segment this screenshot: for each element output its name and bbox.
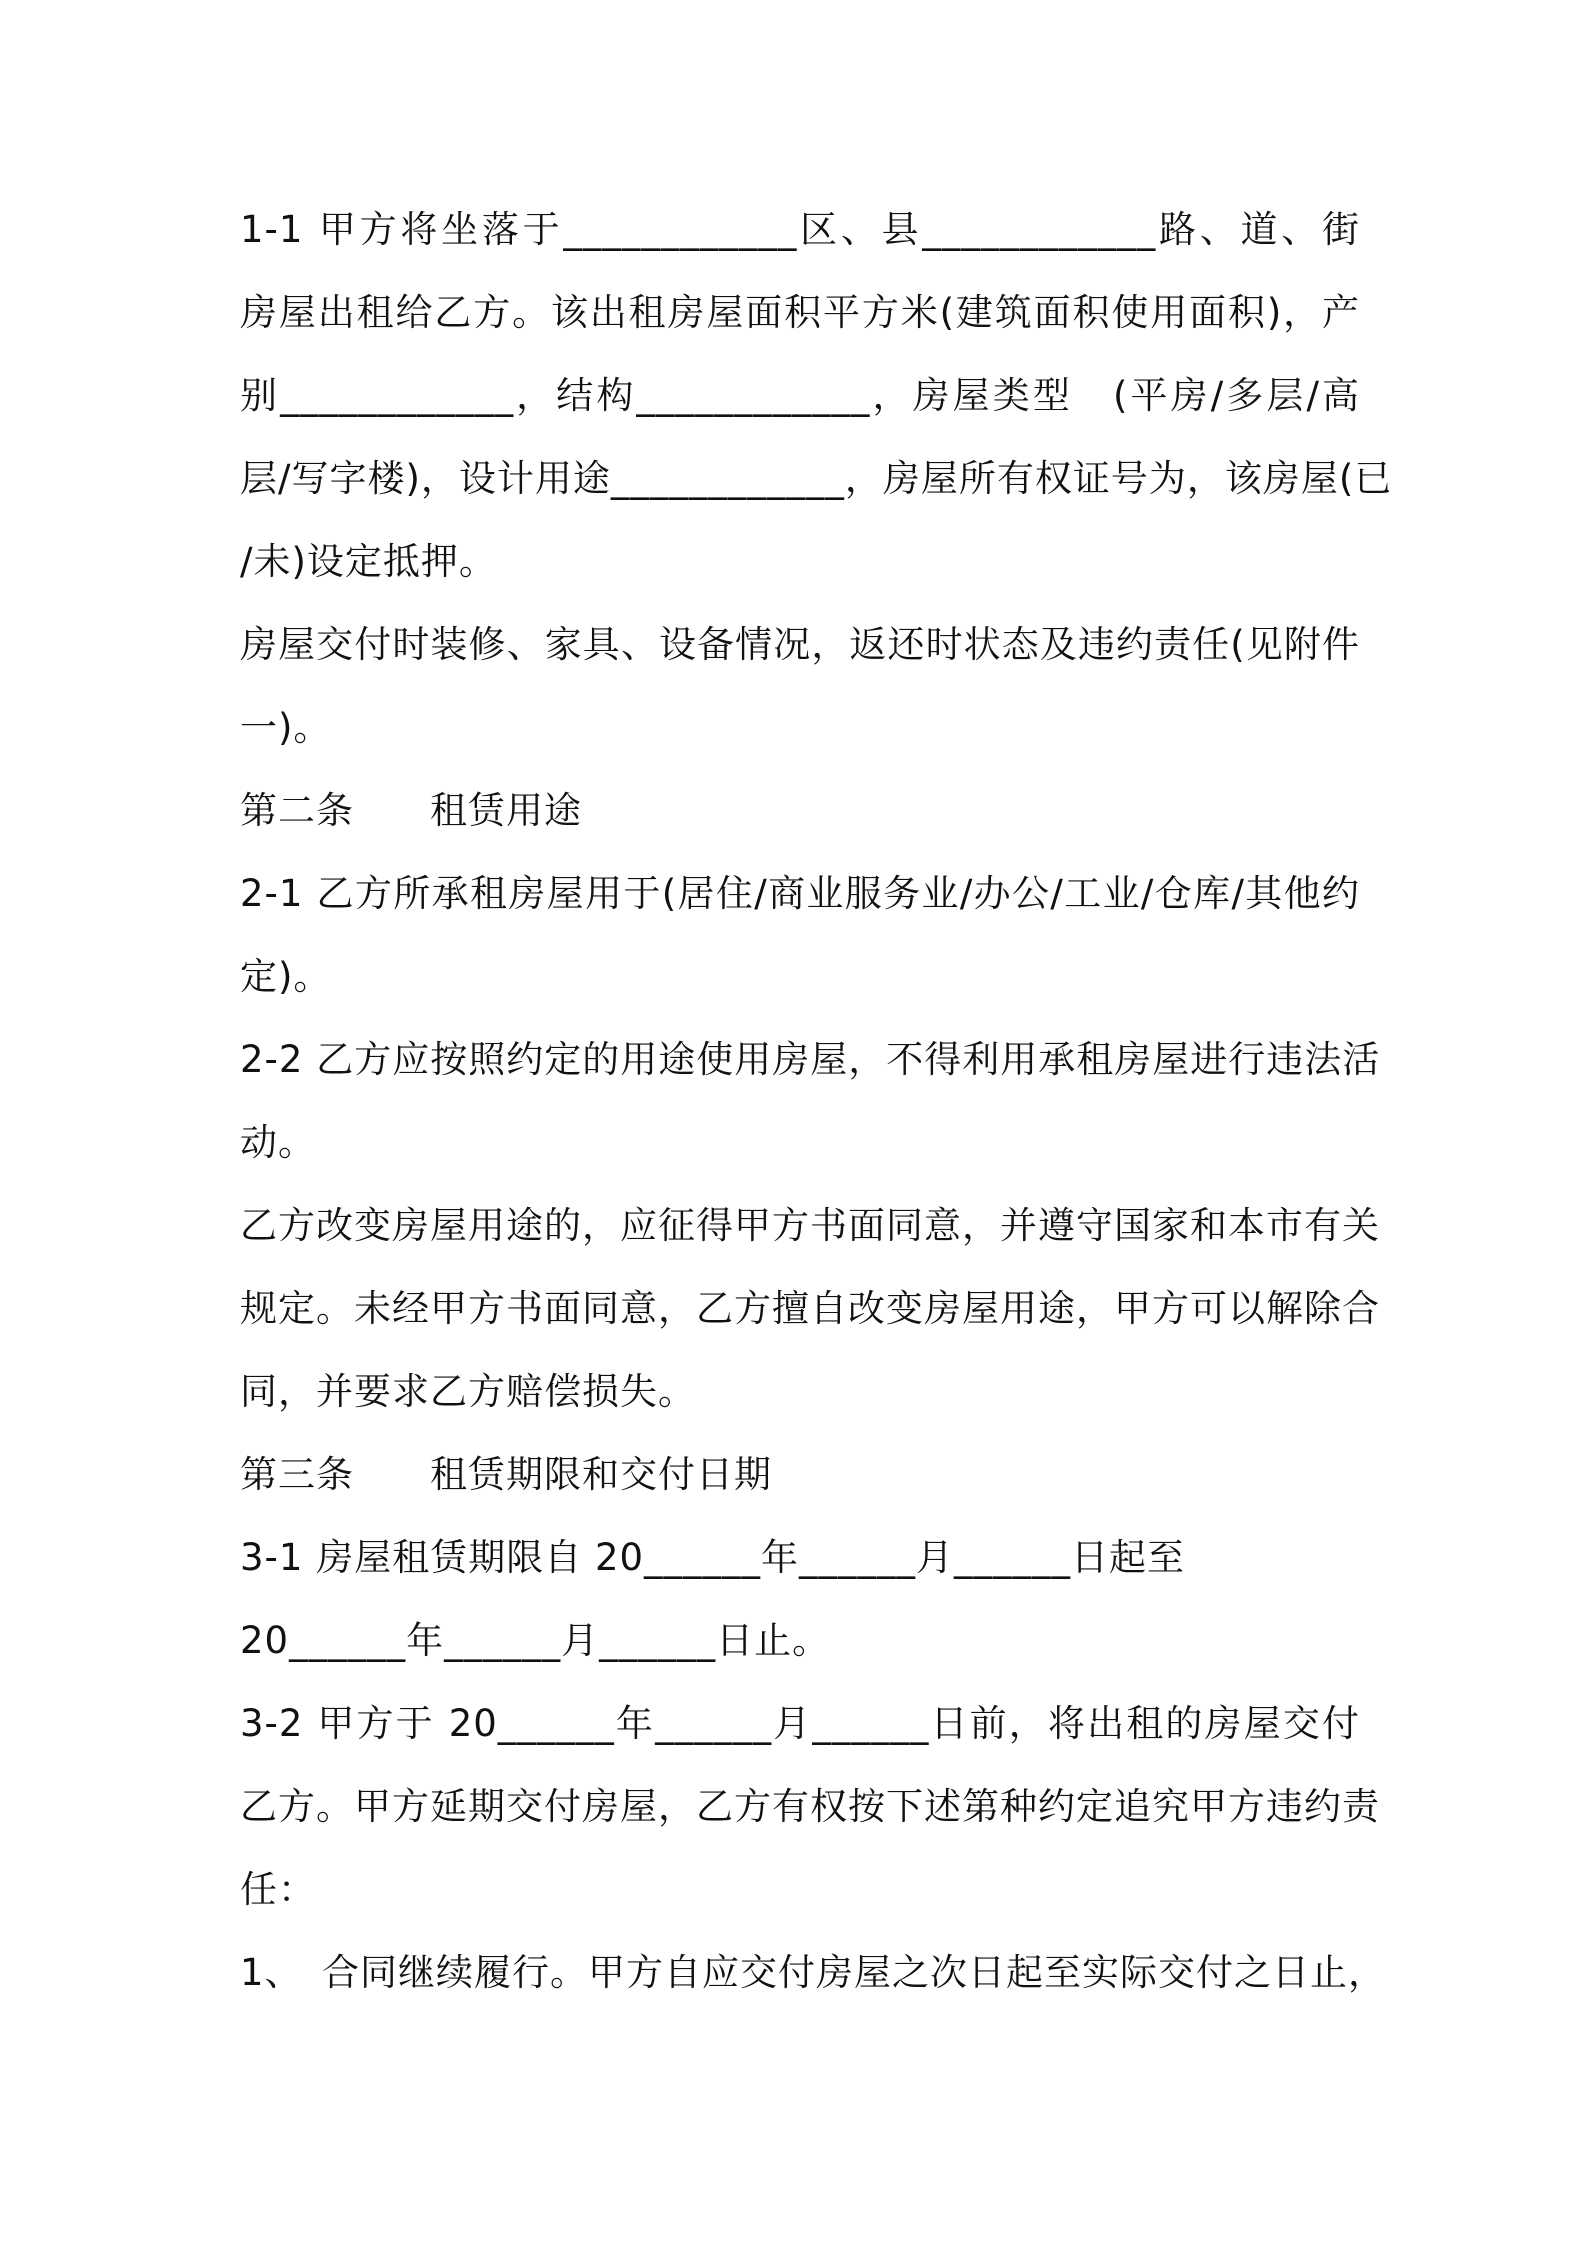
- clause-3-2-line-2: 乙方。甲方延期交付房屋，乙方有权按下述第种约定追究甲方违约责: [240, 1785, 1380, 1828]
- article-3-heading: 第三条 租赁期限和交付日期: [240, 1453, 772, 1496]
- clause-1-1-line-1: 1-1 甲方将坐落于____________区、县____________路、道、街: [240, 208, 1360, 251]
- document-body: [240, 200, 1393, 2026]
- clause-3-2-line-3: 任：: [240, 1868, 316, 1911]
- clause-2-2-line-2: 动。: [240, 1121, 316, 1164]
- use-change-paragraph-line-1: 乙方改变房屋用途的，应征得甲方书面同意，并遵守国家和本市有关: [240, 1204, 1380, 1247]
- remedy-item-1: 1、 合同继续履行。甲方自应交付房屋之次日起至实际交付之日止，: [240, 1951, 1387, 1994]
- use-change-paragraph-line-3: 同，并要求乙方赔偿损失。: [240, 1370, 696, 1413]
- clause-1-1-line-4: 层/写字楼)，设计用途____________，房屋所有权证号为，该房屋(已: [240, 457, 1393, 500]
- clause-3-1-line-1: 3-1 房屋租赁期限自 20______年______月______日起至: [240, 1536, 1186, 1579]
- clause-1-1-line-5: /未)设定抵押。: [240, 540, 497, 583]
- clause-2-1-line-1: 2-1 乙方所承租房屋用于(居住/商业服务业/办公/工业/仓库/其他约: [240, 872, 1360, 915]
- handover-paragraph-line-2: 一)。: [240, 706, 332, 749]
- clause-1-1-line-2: 房屋出租给乙方。该出租房屋面积平方米(建筑面积使用面积)，产: [240, 291, 1360, 334]
- handover-paragraph-line-1: 房屋交付时装修、家具、设备情况，返还时状态及违约责任(见附件: [240, 623, 1360, 666]
- clause-1-1-line-3: 别____________，结构____________，房屋类型 (平房/多层/高: [240, 374, 1360, 417]
- article-2-heading: 第二条 租赁用途: [240, 789, 582, 832]
- use-change-paragraph-line-2: 规定。未经甲方书面同意，乙方擅自改变房屋用途，甲方可以解除合: [240, 1287, 1380, 1330]
- clause-3-1-line-2: 20______年______月______日止。: [240, 1619, 831, 1662]
- clause-3-2-line-1: 3-2 甲方于 20______年______月______日前，将出租的房屋交付: [240, 1702, 1360, 1745]
- clause-2-1-line-2: 定)。: [240, 955, 332, 998]
- clause-2-2-line-1: 2-2 乙方应按照约定的用途使用房屋，不得利用承租房屋进行违法活: [240, 1038, 1381, 1081]
